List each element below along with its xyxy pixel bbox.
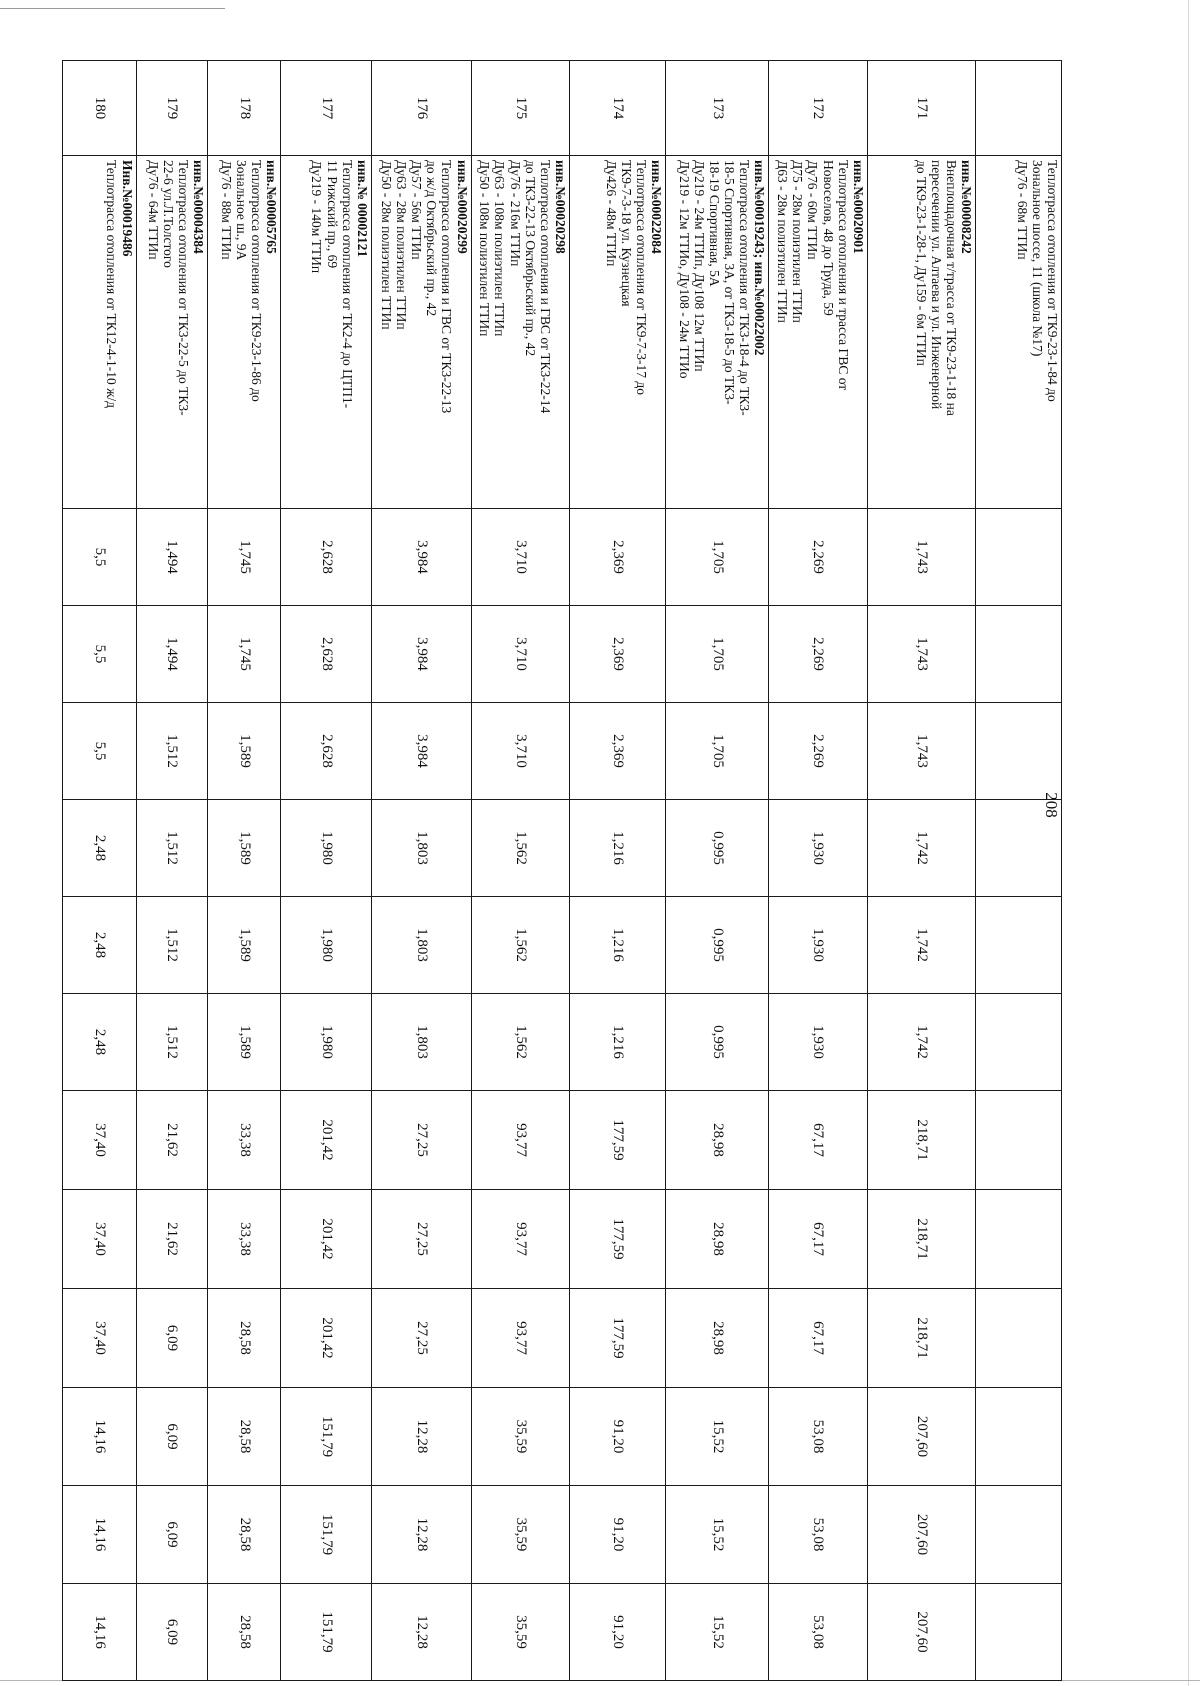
value-cell: 1,980: [281, 897, 371, 994]
value-cell: 1,743: [867, 509, 975, 606]
description-cell: [207, 156, 281, 509]
value-cell: 1,562: [471, 897, 569, 994]
row-number: 180: [63, 61, 137, 156]
value-cell: 1,803: [371, 897, 471, 994]
value-cell: 2,369: [569, 606, 666, 703]
value-cell: 1,742: [867, 800, 975, 897]
description-cell: [769, 156, 867, 509]
description-line: Ду57 - 56м ТТИп: [409, 160, 425, 260]
description-line: Ду50 - 108м полиэтилен ТТИп: [477, 160, 493, 337]
table-row: [207, 61, 281, 1681]
value-cell: 0,995: [666, 897, 769, 994]
value-cell: [975, 994, 1061, 1091]
page-number: 208: [1041, 792, 1061, 818]
description-line: ТК9-7-3-18 ул. Кузнецкая: [619, 160, 635, 307]
description-cell: [975, 156, 1061, 509]
value-cell: 207,60: [867, 1388, 975, 1486]
value-cell: 12,28: [371, 1584, 471, 1681]
value-cell: 151,79: [281, 1584, 371, 1681]
value-cell: 28,58: [207, 1289, 281, 1388]
inventory-number: инв.№00004384: [190, 160, 206, 254]
value-cell: 201,42: [281, 1190, 371, 1289]
value-cell: 177,59: [569, 1091, 666, 1190]
value-cell: 21,62: [136, 1091, 207, 1190]
value-cell: 14,16: [63, 1584, 137, 1681]
value-cell: 1,930: [769, 994, 867, 1091]
description-line: Ду76 - 216м ТТИп: [507, 160, 523, 267]
description-line: Ду76 - 64м ТТИп: [145, 160, 161, 260]
value-cell: 177,59: [569, 1289, 666, 1388]
description-line: Новоселов, 48 до Труда, 59: [820, 160, 836, 316]
description-line: Ду219 - 12м ТТИо, Ду108 - 24м ТТИо: [676, 160, 692, 379]
value-cell: 91,20: [569, 1486, 666, 1584]
value-cell: 53,08: [769, 1584, 867, 1681]
value-cell: 1,930: [769, 897, 867, 994]
description-cell: [281, 156, 371, 509]
value-cell: 0,995: [666, 994, 769, 1091]
row-number: 177: [281, 61, 371, 156]
value-cell: 2,269: [769, 606, 867, 703]
description-line: Ду76 - 88м ТТИп: [219, 160, 235, 260]
description-line: Теплотрасса отопления от ТК9-23-1-84 до: [1045, 160, 1060, 402]
value-cell: 1,512: [136, 703, 207, 800]
value-cell: 151,79: [281, 1486, 371, 1584]
value-cell: 3,984: [371, 703, 471, 800]
inventory-number: инв.№00020298: [552, 160, 568, 254]
value-cell: [975, 1584, 1061, 1681]
value-cell: 3,984: [371, 606, 471, 703]
value-cell: 93,77: [471, 1289, 569, 1388]
value-cell: 37,40: [63, 1190, 137, 1289]
value-cell: 12,28: [371, 1388, 471, 1486]
description-cell: [569, 156, 666, 509]
value-cell: 6,09: [136, 1388, 207, 1486]
row-number: 171: [867, 61, 975, 156]
description-line: Теплотрасса отопления и трасса ГВС от: [835, 160, 851, 391]
value-cell: 2,369: [569, 703, 666, 800]
table-row: [666, 61, 769, 1681]
value-cell: 1,216: [569, 897, 666, 994]
value-cell: 67,17: [769, 1091, 867, 1190]
description-line: Ду63 - 28м полиэтилен ТТИп: [394, 160, 410, 330]
row-number: 178: [207, 61, 281, 156]
value-cell: 53,08: [769, 1388, 867, 1486]
description-line: Ду219 - 24м ТТИп, Ду108 12м ТТИп: [691, 160, 707, 372]
value-cell: 218,71: [867, 1190, 975, 1289]
description-cell: [371, 156, 471, 509]
table-row: [769, 61, 867, 1681]
table-row: [136, 61, 207, 1681]
description-line: Д75 - 28м полиэтилен ТТИп: [790, 160, 806, 323]
description-cell: [136, 156, 207, 509]
value-cell: 1,743: [867, 606, 975, 703]
value-cell: 15,52: [666, 1388, 769, 1486]
value-cell: 91,20: [569, 1584, 666, 1681]
value-cell: 2,48: [63, 800, 137, 897]
value-cell: 1,494: [136, 606, 207, 703]
value-cell: 1,705: [666, 703, 769, 800]
value-cell: 28,58: [207, 1584, 281, 1681]
inventory-number: инв.№00005765: [264, 160, 280, 254]
value-cell: [975, 703, 1061, 800]
description-line: 18-19 Спортивная, 5А: [707, 160, 723, 287]
table-row: [63, 61, 137, 1681]
value-cell: 1,930: [769, 800, 867, 897]
value-cell: 28,58: [207, 1486, 281, 1584]
value-cell: 33,38: [207, 1190, 281, 1289]
value-cell: 2,369: [569, 509, 666, 606]
value-cell: 1,512: [136, 800, 207, 897]
value-cell: [975, 1388, 1061, 1486]
value-cell: [975, 1486, 1061, 1584]
value-cell: 3,710: [471, 703, 569, 800]
value-cell: 1,562: [471, 994, 569, 1091]
table-row: [569, 61, 666, 1681]
description-line: Теплотрасса отопления от ТК9-23-1-86 до: [249, 160, 265, 402]
description-line: Теплотрасса отопления от ТК9-7-3-17 до: [634, 160, 650, 395]
value-cell: 93,77: [471, 1190, 569, 1289]
inventory-number: инв.№00022084: [649, 160, 665, 254]
value-cell: 1,743: [867, 703, 975, 800]
table-row-continuation: [975, 61, 1061, 1681]
heating-network-table: [62, 60, 1062, 1681]
value-cell: 35,59: [471, 1486, 569, 1584]
value-cell: 201,42: [281, 1091, 371, 1190]
value-cell: 28,58: [207, 1388, 281, 1486]
value-cell: 93,77: [471, 1091, 569, 1190]
row-number: 175: [471, 61, 569, 156]
description-line: до ТК9-23-1-28-1, Ду159 - 6м ТТИп: [913, 160, 929, 366]
value-cell: 21,62: [136, 1190, 207, 1289]
row-number: 174: [569, 61, 666, 156]
value-cell: 1,216: [569, 800, 666, 897]
table-row: [867, 61, 975, 1681]
row-number: 179: [136, 61, 207, 156]
row-number-cell: [975, 61, 1061, 156]
value-cell: 53,08: [769, 1486, 867, 1584]
description-line: Теплотрасса отопления от ТК12-4-1-10 ж/д: [104, 160, 120, 409]
value-cell: 27,25: [371, 1091, 471, 1190]
description-line: Ду76 - 68м ТТИп: [1014, 160, 1030, 260]
value-cell: 2,628: [281, 606, 371, 703]
value-cell: 33,38: [207, 1091, 281, 1190]
description-line: Внеплощадочная т/трасса от ТК9-23-1-18 на: [943, 160, 959, 416]
description-line: Д63 - 28м полиэтилен ТТИп: [775, 160, 791, 323]
value-cell: 0,995: [666, 800, 769, 897]
table-row: [371, 61, 471, 1681]
value-cell: 35,59: [471, 1388, 569, 1486]
value-cell: 1,742: [867, 994, 975, 1091]
value-cell: 1,745: [207, 606, 281, 703]
description-line: Ду219 - 140м ТТИп: [309, 160, 325, 274]
value-cell: 91,20: [569, 1388, 666, 1486]
value-cell: 1,494: [136, 509, 207, 606]
value-cell: 1,742: [867, 897, 975, 994]
value-cell: 6,09: [136, 1486, 207, 1584]
description-cell: [63, 156, 137, 509]
value-cell: 3,710: [471, 606, 569, 703]
value-cell: 35,59: [471, 1584, 569, 1681]
value-cell: 6,09: [136, 1584, 207, 1681]
description-line: 22-6 ул.Л.Толстого: [160, 160, 176, 268]
value-cell: 1,589: [207, 994, 281, 1091]
value-cell: 5,5: [63, 509, 137, 606]
inventory-number: инв.№00020299: [454, 160, 470, 254]
row-number: 172: [769, 61, 867, 156]
inventory-number: инв.№00020901: [850, 160, 866, 254]
value-cell: 2,628: [281, 509, 371, 606]
description-line: до ТК3-22-13 Октябрьский пр., 42: [522, 160, 538, 357]
value-cell: [975, 1190, 1061, 1289]
value-cell: 218,71: [867, 1289, 975, 1388]
value-cell: 5,5: [63, 703, 137, 800]
description-line: Теплотрасса отопления от ТК3-22-5 до ТК3-: [175, 160, 191, 416]
table-row: [281, 61, 371, 1681]
description-line: Зональное ш., 9А: [234, 160, 250, 261]
value-cell: 37,40: [63, 1091, 137, 1190]
table-row: [471, 61, 569, 1681]
value-cell: 207,60: [867, 1584, 975, 1681]
description-cell: [867, 156, 975, 509]
row-number: 176: [371, 61, 471, 156]
description-cell: [666, 156, 769, 509]
value-cell: [975, 606, 1061, 703]
page-edge-right: [1188, 0, 1189, 1686]
description-line: Зональное шоссе, 11 (школа №17): [1029, 160, 1045, 357]
value-cell: 2,269: [769, 703, 867, 800]
value-cell: 177,59: [569, 1190, 666, 1289]
inventory-number: инв.№ 00002121: [354, 160, 370, 258]
value-cell: 37,40: [63, 1289, 137, 1388]
description-line: Теплотрасса отопления и ГВС от ТК3-22-13: [439, 160, 455, 414]
value-cell: [975, 509, 1061, 606]
description-line: 11 Рижский пр., 69: [324, 160, 340, 269]
value-cell: 151,79: [281, 1388, 371, 1486]
value-cell: 27,25: [371, 1190, 471, 1289]
value-cell: 3,984: [371, 509, 471, 606]
value-cell: 5,5: [63, 606, 137, 703]
value-cell: 1,803: [371, 994, 471, 1091]
value-cell: 1,512: [136, 994, 207, 1091]
value-cell: [975, 897, 1061, 994]
value-cell: 1,705: [666, 509, 769, 606]
value-cell: 2,628: [281, 703, 371, 800]
description-line: 18-5 Спортивная, 3А, от ТК3-18-5 до ТК3-: [722, 160, 738, 405]
value-cell: [975, 800, 1061, 897]
value-cell: 1,562: [471, 800, 569, 897]
value-cell: 28,98: [666, 1190, 769, 1289]
value-cell: 1,589: [207, 800, 281, 897]
value-cell: 28,98: [666, 1091, 769, 1190]
description-line: Теплотрасса отопления и ГВС от ТК3-22-14: [537, 160, 553, 414]
value-cell: 3,710: [471, 509, 569, 606]
value-cell: 1,216: [569, 994, 666, 1091]
description-line: пересечении ул. Алтаева и ул. Инженерной: [928, 160, 944, 410]
value-cell: 1,980: [281, 800, 371, 897]
value-cell: 12,28: [371, 1486, 471, 1584]
value-cell: 218,71: [867, 1091, 975, 1190]
value-cell: 2,48: [63, 994, 137, 1091]
value-cell: 1,745: [207, 509, 281, 606]
value-cell: 1,512: [136, 897, 207, 994]
description-line: Ду76 - 60м ТТИп: [805, 160, 821, 260]
value-cell: 207,60: [867, 1486, 975, 1584]
value-cell: 27,25: [371, 1289, 471, 1388]
page-edge-top: [0, 8, 225, 9]
description-line: Ду426 - 48м ТТИп: [604, 160, 620, 267]
value-cell: 15,52: [666, 1486, 769, 1584]
value-cell: [975, 1289, 1061, 1388]
value-cell: 1,803: [371, 800, 471, 897]
value-cell: 28,98: [666, 1289, 769, 1388]
inventory-number: инв.№00019243; инв.№00022002: [752, 160, 768, 356]
value-cell: [975, 1091, 1061, 1190]
value-cell: 67,17: [769, 1190, 867, 1289]
value-cell: 201,42: [281, 1289, 371, 1388]
value-cell: 14,16: [63, 1486, 137, 1584]
description-line: до ж/д Октябрьский пр., 42: [424, 160, 440, 317]
description-line: Теплотрасса отопления от ТК2-4 до ЦТП1-: [339, 160, 355, 409]
value-cell: 2,48: [63, 897, 137, 994]
description-line: Теплотрасса отопления от ТК3-18-4 до ТК3-: [737, 160, 753, 416]
inventory-number: инв.№00008242: [958, 160, 974, 254]
description-line: Ду50 - 28м полиэтилен ТТИп: [378, 160, 394, 330]
value-cell: 15,52: [666, 1584, 769, 1681]
rotated-table-holder: [62, 60, 1062, 1680]
value-cell: 14,16: [63, 1388, 137, 1486]
value-cell: 1,589: [207, 703, 281, 800]
value-cell: 1,705: [666, 606, 769, 703]
value-cell: 1,980: [281, 994, 371, 1091]
row-number: 173: [666, 61, 769, 156]
value-cell: 2,269: [769, 509, 867, 606]
description-line: Ду63 - 108м полиэтилен ТТИп: [492, 160, 508, 337]
value-cell: 1,589: [207, 897, 281, 994]
value-cell: 67,17: [769, 1289, 867, 1388]
description-cell: [471, 156, 569, 509]
value-cell: 6,09: [136, 1289, 207, 1388]
inventory-number: Инв.№00019486: [119, 160, 135, 257]
